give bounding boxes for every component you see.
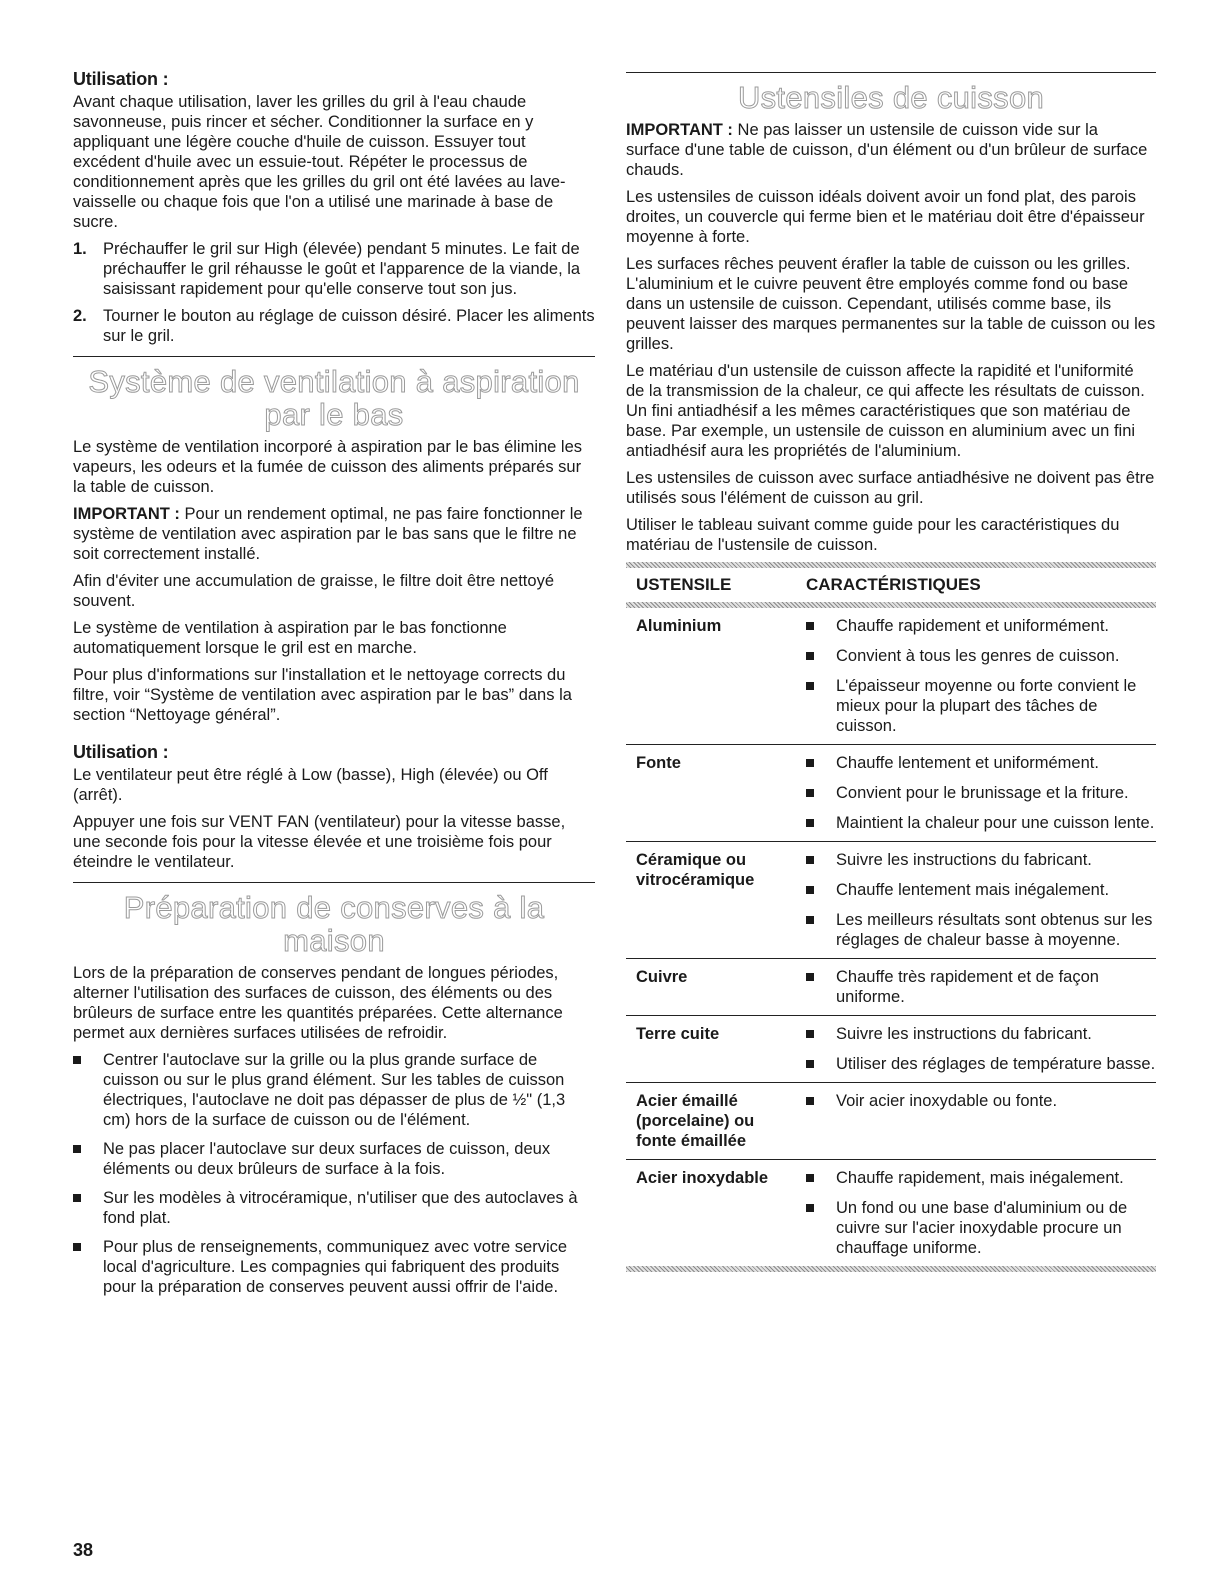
bullet-square-icon (806, 1060, 814, 1068)
material-features (796, 745, 1156, 842)
table-row (626, 1083, 1156, 1160)
list-item (806, 646, 1156, 666)
utilisation-heading: Utilisation : (73, 69, 169, 89)
feature-text: Voir acier inoxydable ou fonte. (836, 1092, 1058, 1110)
step-text: Tourner le bouton au réglage de cuisson désiré. Placer les aliments sur le gril. (103, 307, 595, 345)
bullet-square-icon (73, 1056, 81, 1064)
bullet-text: Pour plus de renseignements, communiquez avec votre service local d'agriculture. Les compagnies qui fabriquent des produits pour la préparation de conserves peuvent aussi offrir de l'aide. (103, 1238, 568, 1296)
bullet-square-icon (806, 759, 814, 767)
ventilation-paragraph: Afin d'éviter une accumulation de graisse, le filtre doit être nettoyé souvent. (73, 572, 554, 610)
ventilation-section-title: Système de ventilation à aspiration par le bas (88, 364, 580, 432)
material-name: Terre cuite (626, 1016, 796, 1083)
bullet-square-icon (806, 652, 814, 660)
bullet-square-icon (806, 819, 814, 827)
feature-text: Un fond ou une base d'aluminium ou de cuivre sur l'acier inoxydable procure un chauffage uniforme. (836, 1199, 1128, 1257)
list-item (806, 813, 1156, 833)
feature-text: Maintient la chaleur pour une cuisson lente. (836, 814, 1155, 832)
step-text: Préchauffer le gril sur High (élevée) pendant 5 minutes. Le fait de préchauffer le gril réhausse le goût et l'apparence de la viande, la saisissant rapidement pour qu'elle conserve tout son jus. (103, 240, 581, 298)
list-item (806, 616, 1156, 636)
list-item (806, 676, 1156, 736)
step-number: 2. (73, 307, 87, 325)
feature-text: Convient pour le brunissage et la friture. (836, 784, 1129, 802)
list-item (806, 850, 1156, 870)
table-row (626, 608, 1156, 745)
cookware-paragraph: Le matériau d'un ustensile de cuisson affecte la rapidité et l'uniformité de la transmission de la chaleur, ce qui affecte les résultats de cuisson. Un fini antiadhésif a les mêmes caractéristiques que son matériau de base. Par exemple, un ustensile de cuisson en aluminium avec un fini antiadhésif aura les propriétés de l'aluminium. (626, 362, 1145, 460)
feature-text: Les meilleurs résultats sont obtenus sur les réglages de chaleur basse à moyenne. (836, 911, 1153, 949)
canning-section-title: Préparation de conserves à la maison (123, 890, 545, 958)
bullet-square-icon (806, 886, 814, 894)
feature-text: Utiliser des réglages de température basse. (836, 1055, 1156, 1073)
table-bottom-hatch (626, 1266, 1156, 1272)
material-features (796, 608, 1156, 745)
feature-text: Suivre les instructions du fabricant. (836, 1025, 1092, 1043)
important-text: Pour un rendement optimal, ne pas faire fonctionner le système de ventilation avec aspiration par le bas sans que le filtre ne soit correctement installé. (73, 505, 583, 563)
material-features (796, 842, 1156, 959)
section-divider (73, 356, 595, 357)
bullet-square-icon (806, 1030, 814, 1038)
material-name: Acier inoxydable (636, 1169, 769, 1187)
material-name: Aluminium (626, 608, 796, 745)
material-features (796, 1016, 1156, 1083)
material-features (796, 1160, 1156, 1267)
feature-text: Convient à tous les genres de cuisson. (836, 647, 1120, 665)
feature-text: Suivre les instructions du fabricant. (836, 851, 1092, 869)
cookware-paragraph: Les ustensiles de cuisson idéals doivent avoir un fond plat, des parois droites, un couvercle qui ferme bien et le matériau doit être d'épaisseur moyenne à forte. (626, 188, 1145, 246)
list-item (806, 753, 1156, 773)
list-item (73, 239, 595, 299)
list-item (806, 910, 1156, 950)
table-row (626, 959, 1156, 1016)
material-features (796, 959, 1156, 1016)
canning-paragraph: Lors de la préparation de conserves pendant de longues périodes, alterner l'utilisation des surfaces de cuisson, des éléments ou des brûleurs de surface entre les quantités préparées. Cette alternance permet aux dernières surfaces utilisées de refroidir. (73, 964, 563, 1042)
list-item (73, 1188, 595, 1228)
material-features (796, 1083, 1156, 1160)
cookware-paragraph: Utiliser le tableau suivant comme guide pour les caractéristiques du matériau de l'ustensile de cuisson. (626, 516, 1120, 554)
left-column (73, 62, 595, 1306)
cookware-important (626, 120, 1156, 180)
ventilation-paragraph: Le système de ventilation incorporé à aspiration par le bas élimine les vapeurs, les odeurs et la fumée de cuisson des aliments préparés sur la table de cuisson. (73, 438, 583, 496)
list-item (73, 1237, 595, 1297)
ventilation-paragraph: Pour plus d'informations sur l'installation et le nettoyage corrects du filtre, voir “Système de ventilation avec aspiration par le bas” dans la section “Nettoyage général”. (73, 666, 572, 724)
list-item (806, 880, 1156, 900)
table-row (626, 842, 1156, 959)
ventilation-important (73, 504, 595, 564)
table-header-material: USTENSILE (636, 575, 732, 594)
right-column (626, 62, 1156, 1272)
material-name: Cuivre (626, 959, 796, 1016)
bullet-text: Ne pas placer l'autoclave sur deux surfaces de cuisson, deux éléments ou deux brûleurs de surface à la fois. (103, 1140, 551, 1178)
canning-bullets (73, 1050, 595, 1297)
cookware-paragraph: Les surfaces rêches peuvent érafler la table de cuisson ou les grilles. L'aluminium et le cuivre peuvent être employés comme fond ou base dans un ustensile de cuisson. Cependant, utilisés comme base, ils peuvent laisser des marques permanentes sur la table de cuisson ou les grilles. (626, 255, 1156, 353)
material-name: Céramique ou vitrocéramique (626, 842, 796, 959)
table-header-features: CARACTÉRISTIQUES (806, 575, 981, 594)
table-row (626, 745, 1156, 842)
bullet-square-icon (806, 1204, 814, 1212)
fan-paragraph: Appuyer une fois sur VENT FAN (ventilateur) pour la vitesse basse, une seconde fois pour la vitesse élevée et une troisième fois pour éteindre le ventilateur. (73, 813, 566, 871)
step-number: 1. (73, 240, 87, 258)
grill-steps-list (73, 239, 595, 346)
bullet-text: Sur les modèles à vitrocéramique, n'utiliser que des autoclaves à fond plat. (103, 1189, 578, 1227)
feature-text: Chauffe rapidement, mais inégalement. (836, 1169, 1124, 1187)
bullet-square-icon (806, 789, 814, 797)
table-row (626, 1016, 1156, 1083)
bullet-square-icon (806, 1097, 814, 1105)
table-row (626, 1160, 1156, 1267)
bullet-square-icon (73, 1145, 81, 1153)
cookware-paragraph: Les ustensiles de cuisson avec surface antiadhésive ne doivent pas être utilisés sous l'élément de cuisson au gril. (626, 469, 1155, 507)
bullet-square-icon (73, 1194, 81, 1202)
list-item (73, 306, 595, 346)
material-name: Acier émaillé (porcelaine) ou fonte émaillée (626, 1083, 796, 1160)
feature-text: Chauffe rapidement et uniformément. (836, 617, 1110, 635)
feature-text: Chauffe très rapidement et de façon uniforme. (836, 968, 1099, 1006)
bullet-square-icon (806, 1174, 814, 1182)
utilisation-intro: Avant chaque utilisation, laver les grilles du gril à l'eau chaude savonneuse, puis rincer et sécher. Conditionner la surface en y appliquant une légère couche d'huile de cuisson. Essuyer tout excédent d'huile avec un essuie-tout. Répéter le processus de conditionnement après que les grilles du gril ont été lavées au lave-vaisselle ou chaque fois que l'on a utilisé une marinade à base de sucre. (73, 93, 566, 231)
list-item (806, 1168, 1156, 1188)
ventilation-paragraph: Le système de ventilation à aspiration par le bas fonctionne automatiquement lorsque le gril est en marche. (73, 619, 507, 657)
bullet-square-icon (806, 622, 814, 630)
material-name: Fonte (626, 745, 796, 842)
list-item (806, 783, 1156, 803)
bullet-text: Centrer l'autoclave sur la grille ou la plus grande surface de cuisson ou sur le plus grand élément. Sur les tables de cuisson électriques, l'autoclave ne doit pas dépasser de plus de ½" (1,3 cm) hors de la surface de cuisson ou de l'élément. (103, 1051, 566, 1129)
list-item (806, 967, 1156, 1007)
utilisation-heading-2: Utilisation : (73, 742, 169, 762)
important-text: Ne pas laisser un ustensile de cuisson vide sur la surface d'une table de cuisson, d'un élément ou d'un brûleur de surface chauds. (626, 121, 1148, 179)
list-item (73, 1050, 595, 1130)
bullet-square-icon (806, 682, 814, 690)
important-label: IMPORTANT : (73, 505, 180, 523)
list-item (806, 1024, 1156, 1044)
feature-text: Chauffe lentement et uniformément. (836, 754, 1099, 772)
list-item (806, 1054, 1156, 1074)
fan-paragraph: Le ventilateur peut être réglé à Low (basse), High (élevée) ou Off (arrêt). (73, 766, 548, 804)
cookware-table (626, 568, 1156, 1266)
list-item (73, 1139, 595, 1179)
section-divider (73, 882, 595, 883)
feature-text: Chauffe lentement mais inégalement. (836, 881, 1110, 899)
cookware-section-title: Ustensiles de cuisson (737, 80, 1045, 115)
bullet-square-icon (806, 856, 814, 864)
page-number: 38 (73, 1540, 94, 1560)
section-divider (626, 72, 1156, 73)
bullet-square-icon (806, 916, 814, 924)
list-item (806, 1198, 1156, 1258)
list-item (806, 1091, 1156, 1111)
important-label: IMPORTANT : (626, 121, 733, 139)
feature-text: L'épaisseur moyenne ou forte convient le mieux pour la plupart des tâches de cuisson. (836, 677, 1137, 735)
bullet-square-icon (806, 973, 814, 981)
bullet-square-icon (73, 1243, 81, 1251)
